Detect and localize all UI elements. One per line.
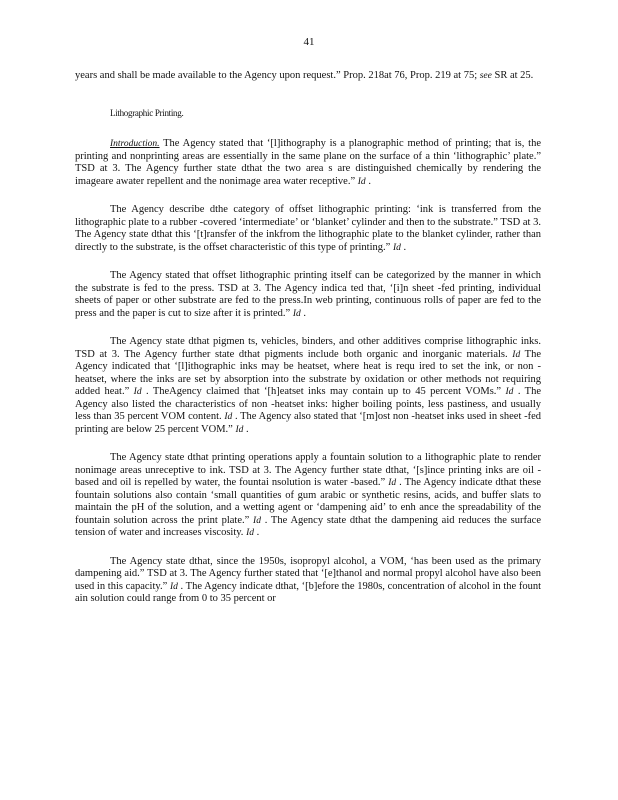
paragraph-introduction: Introduction. The Agency stated that ‘[l]ithography is a planographic method of printing; that is, the printing and nonprinting areas are essentially in the same plane on the surface of a thin ‘lithographic’ plate.” TSD at 3. The Agency further state dthat the two area s are distinguished chemically by rendering the imageare awater repellent and the nonimage area water receptive.” Id . bbox=[75, 138, 541, 187]
paragraph-continued: years and shall be made available to the Agency upon request.” Prop. 218at 76, Prop. 219 at 75; see SR at 25. bbox=[75, 70, 534, 81]
paragraph-fountain-solution: The Agency state dthat printing operations apply a fountain solution to a lithographic plate to render nonimage areas unreceptive to ink. TSD at 3. The Agency further state dthat, ‘[s]ince printing inks are oil -based and oil is repelled by water, the fountai nsolution is water -based.” Id . The Agency indicate dthat these fountain solutions also contain ‘small quantities of gum arabic or synthetic resins, acids, and buffer slats to maintain the pH of the solution, and a wetting agent or ‘dampening aid’ to enh ance the spreadability of the fountain solution across the print plate.” Id . The Agency state dthat the dampening aid reduces the surface tension of water and increases viscosity. Id . bbox=[75, 452, 542, 538]
paragraph-inks: The Agency state dthat pigmen ts, vehicles, binders, and other additives comprise lithographic inks. TSD at 3. The Agency further state dthat pigments include both organic and inorganic materials. Id The Agency indicated that ‘[l]ithographic inks may be heatset, where heat is requ ired to set the ink, or non -heatset, where the inks are set by absorption into the substrate by oxidation or other methods not requiring added heat.” Id . TheAgency claimed that ‘[h]eatset inks may contain up to 45 percent VOMs.” Id . The Agency also listed the characteristics of non -heatset inks: higher boiling points, less pastiness, and usually less than 35 percent VOM content. Id . The Agency also stated that ‘[m]ost non -heatset inks used in sheet -fed printing are below 25 percent VOM.” Id . bbox=[75, 336, 541, 435]
page-number: 41 bbox=[303, 36, 315, 48]
section-heading: Lithographic Printing. bbox=[110, 107, 184, 118]
paragraph-feed-manner: The Agency stated that offset lithographic printing itself can be categorized by the manner in which the substrate is fed to the press. TSD at 3. The Agency indica ted that, ‘[i]n sheet -fed printing, individual sheets of paper or other substrate are fed to the press.In web printing, continuous rolls of paper are fed to the press and the paper is cut to size after it is printed.” Id . bbox=[75, 270, 541, 319]
paragraph-offset-category: The Agency describe dthe category of offset lithographic printing: ‘ink is transferred from the lithographic plate to a rubber -covered ‘intermediate’ or ‘blanket’ cylinder and then to the substrate.” TSD at 3. The Agency state dthat this ‘[t]ransfer of the inkfrom the lithographic plate to the blanket cylinder, rather than directly to the substrate, is the offset characteristic of this type of printing.” Id . bbox=[75, 204, 541, 253]
paragraph-alcohol: The Agency state dthat, since the 1950s, isopropyl alcohol, a VOM, ‘has been used as the primary dampening aid.” TSD at 3. The Agency further stated that ‘[e]thanol and normal propyl alcohol have also been used in this capacity.” Id . The Agency indicate dthat, ‘[b]efore the 1980s, concentration of alcohol in the fount ain solution could range from 0 to 35 percent or bbox=[75, 555, 542, 604]
body-text bbox=[75, 70, 541, 622]
